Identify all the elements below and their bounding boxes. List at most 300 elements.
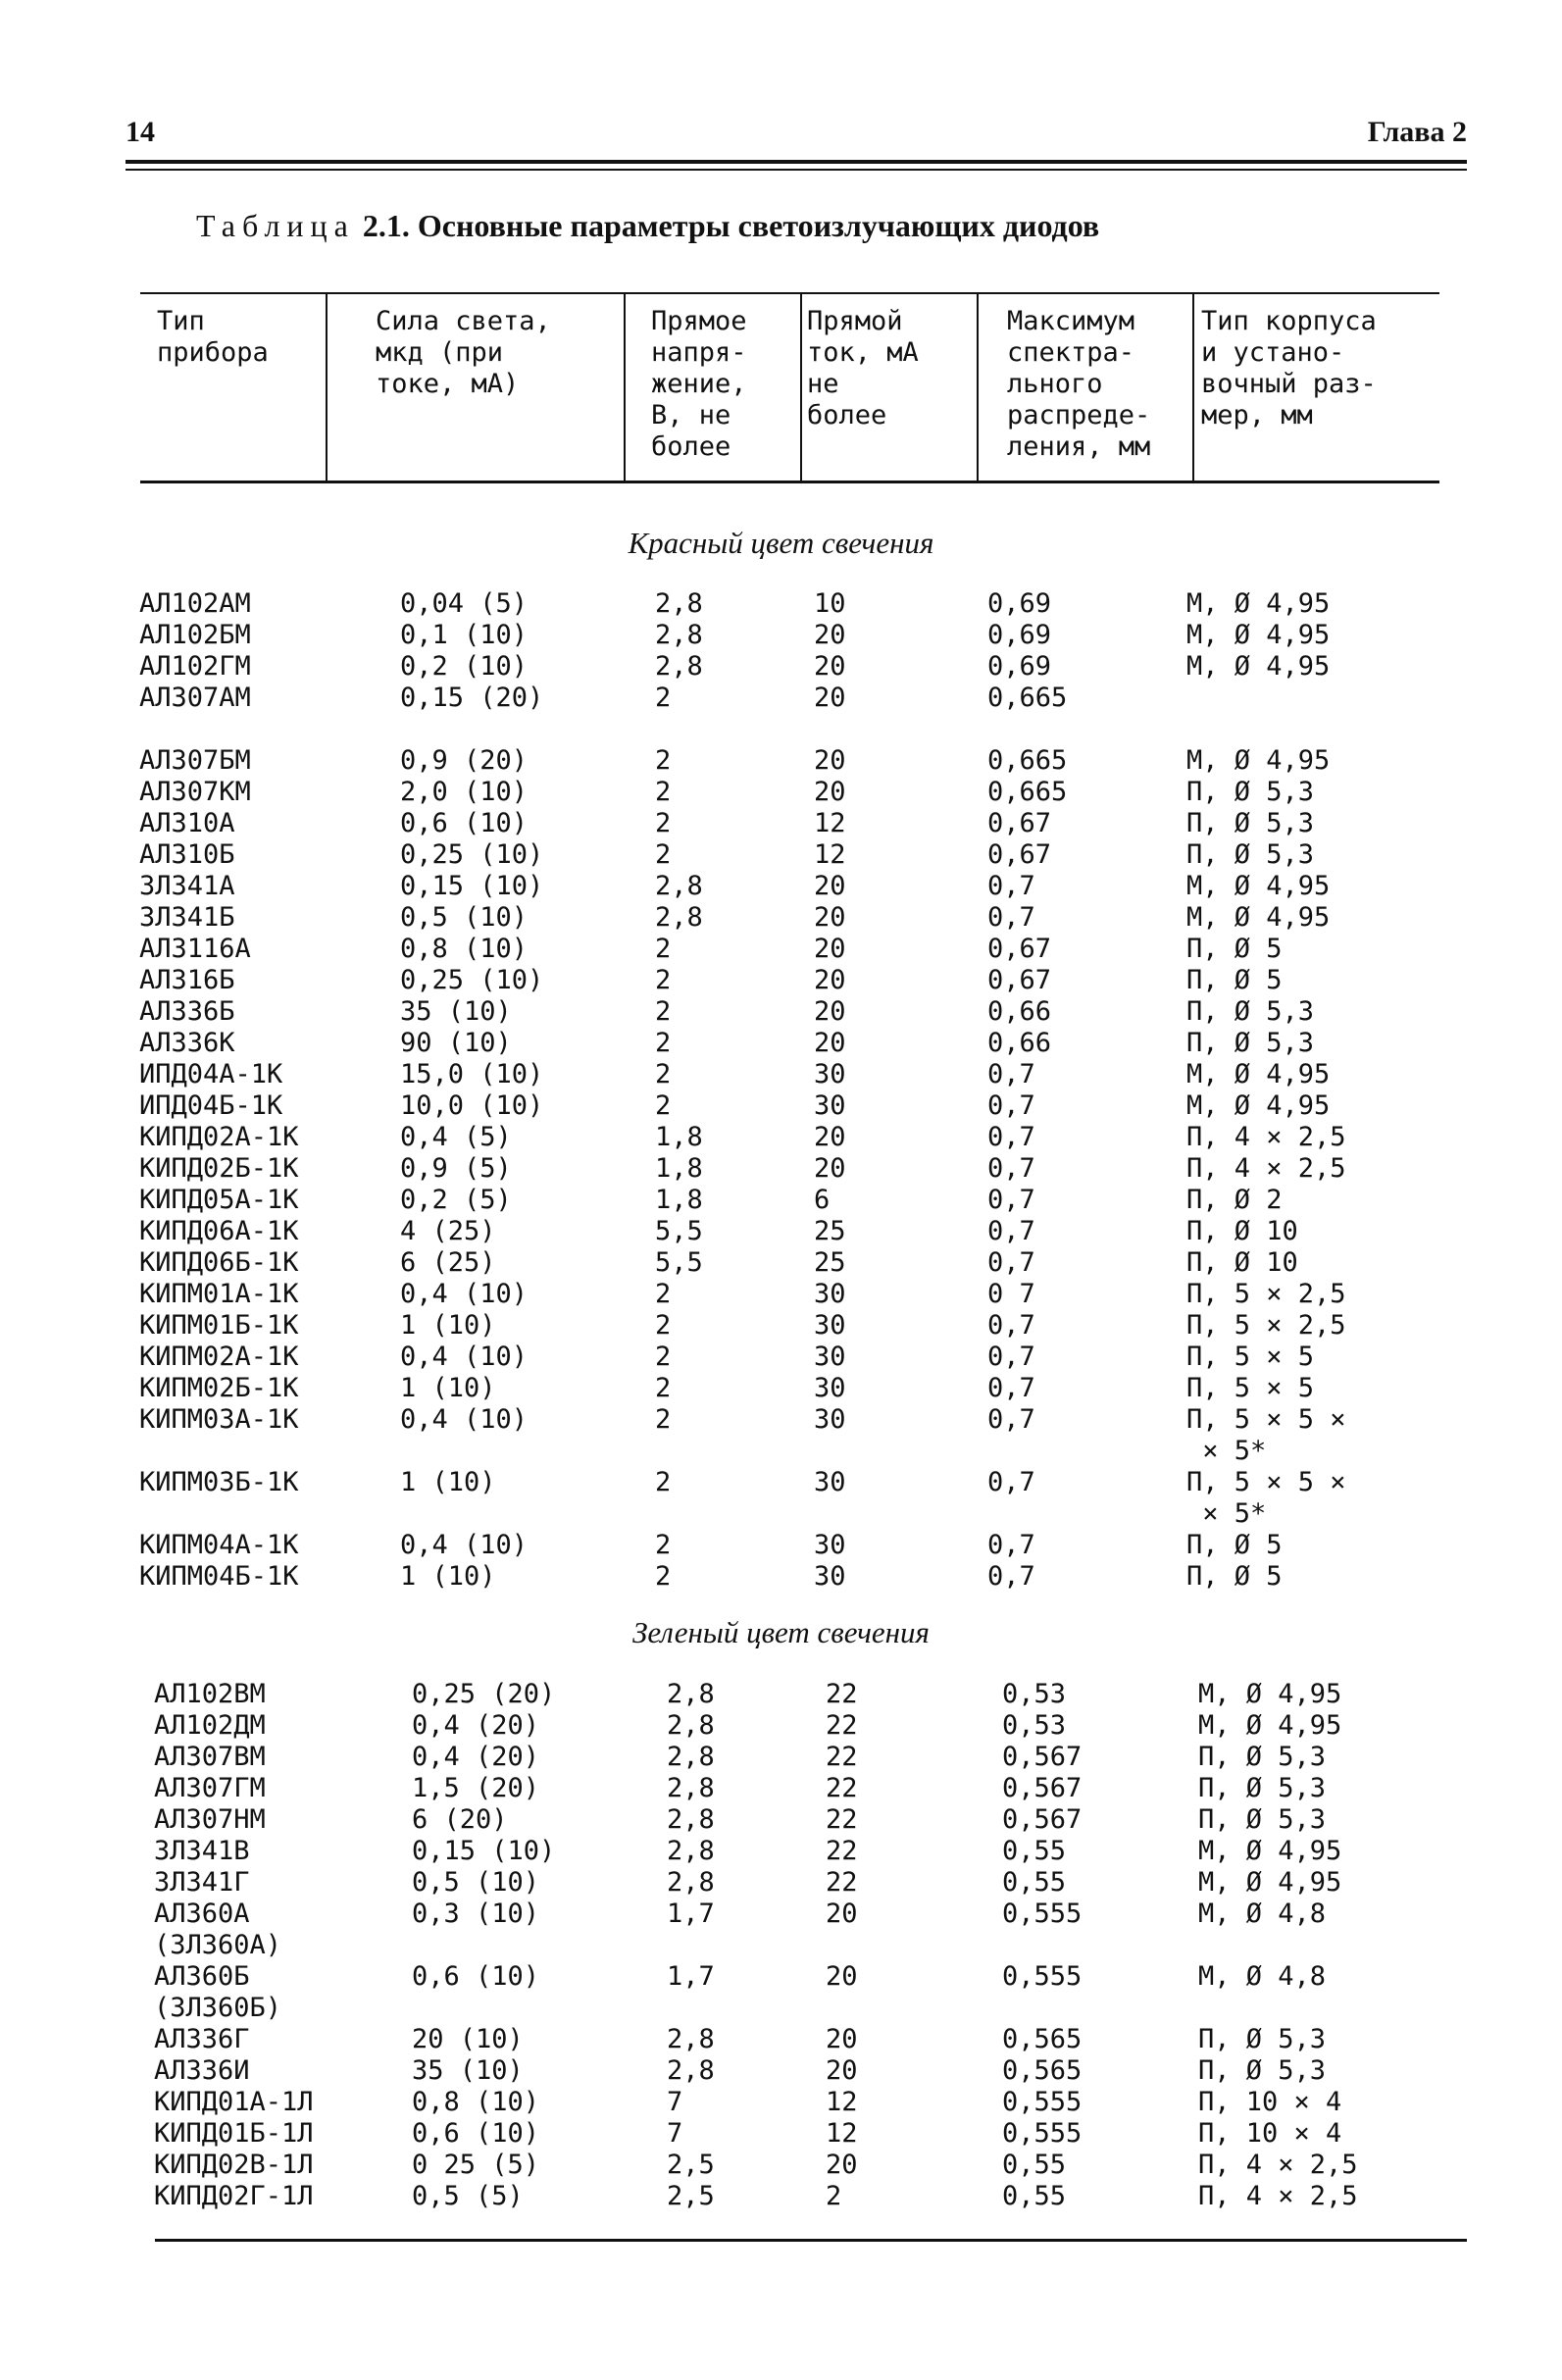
cell-luminous-intensity: 0,25 (10)	[400, 965, 544, 995]
cell-luminous-intensity: 0,15 (10)	[412, 1836, 556, 1866]
cell-forward-current: 20	[814, 1122, 846, 1152]
table-row	[0, 2150, 1562, 2181]
cell-forward-voltage: 2	[655, 1342, 672, 1372]
cell-package: М, Ø 4,95	[1186, 745, 1331, 776]
cell-luminous-intensity: 35 (10)	[400, 996, 512, 1027]
column-header-type: Тип прибора	[157, 306, 269, 368]
cell-device-type: КИПМ04А-1К	[139, 1530, 299, 1560]
cell-forward-current: 20	[826, 1961, 858, 1992]
caption-title: Основные параметры светоизлучающих диодов	[409, 208, 1100, 243]
cell-package: П, Ø 5,3	[1186, 839, 1315, 870]
cell-device-type: ИПД04Б-1К	[139, 1090, 283, 1121]
cell-luminous-intensity: 0,6 (10)	[412, 1961, 540, 1992]
cell-device-type: КИПД02В-1Л	[154, 2150, 314, 2180]
cell-forward-voltage: 2	[655, 1530, 672, 1560]
table-row	[0, 1185, 1562, 1216]
cell-luminous-intensity: 1 (10)	[400, 1467, 496, 1497]
cell-package: П, Ø 10	[1186, 1216, 1298, 1246]
cell-forward-current: 20	[814, 620, 846, 650]
cell-device-type: АЛ336Г	[154, 2024, 250, 2054]
cell-spectral-maximum: 0,69	[987, 651, 1052, 682]
cell-package: М, Ø 4,95	[1186, 620, 1331, 650]
cell-forward-current: 25	[814, 1247, 846, 1278]
cell-forward-voltage: 2,8	[655, 588, 703, 619]
cell-forward-voltage: 2	[655, 745, 672, 776]
cell-spectral-maximum: 0,665	[987, 745, 1068, 776]
table-row	[0, 1216, 1562, 1247]
cell-luminous-intensity: 0,9 (5)	[400, 1153, 512, 1184]
cell-luminous-intensity: 1 (10)	[400, 1310, 496, 1341]
cell-spectral-maximum: 0,7	[987, 1059, 1035, 1089]
column-header-luminous-intensity: Сила света, мкд (при токе, мА)	[376, 306, 551, 399]
cell-forward-voltage: 2	[655, 1310, 672, 1341]
table-row	[0, 1530, 1562, 1561]
cell-luminous-intensity: 0,25 (10)	[400, 839, 544, 870]
chapter-title: Глава 2	[1367, 116, 1467, 148]
cell-luminous-intensity: 0,8 (10)	[400, 934, 529, 964]
cell-device-type: КИПМ03Б-1К	[139, 1467, 299, 1497]
cell-package: П, 10 × 4	[1198, 2118, 1342, 2149]
cell-package: П, 4 × 2,5	[1198, 2150, 1358, 2180]
cell-spectral-maximum: 0,7	[987, 1342, 1035, 1372]
cell-luminous-intensity: 0,15 (10)	[400, 871, 544, 901]
table-row	[0, 1961, 1562, 2023]
cell-spectral-maximum: 0,7	[987, 1561, 1035, 1592]
cell-forward-voltage: 2	[655, 1279, 672, 1309]
cell-forward-voltage: 2,8	[655, 651, 703, 682]
cell-forward-voltage: 2,8	[667, 2055, 715, 2086]
table-caption	[196, 208, 1099, 244]
cell-forward-voltage: 2	[655, 934, 672, 964]
cell-forward-voltage: 5,5	[655, 1216, 703, 1246]
cell-forward-current: 20	[826, 1899, 858, 1929]
cell-luminous-intensity: 0,15 (20)	[400, 683, 544, 713]
cell-spectral-maximum: 0,67	[987, 839, 1052, 870]
table-row	[0, 1028, 1562, 1059]
table-row	[0, 2024, 1562, 2055]
cell-package: П, Ø 2	[1186, 1185, 1283, 1215]
cell-package: М, Ø 4,95	[1186, 1059, 1331, 1089]
cell-device-type: АЛ3116А	[139, 934, 251, 964]
cell-luminous-intensity: 4 (25)	[400, 1216, 496, 1246]
column-header-package: Тип корпуса и устано- вочный раз- мер, мм	[1201, 306, 1377, 430]
cell-device-type: ЗЛ341А	[139, 871, 235, 901]
cell-device-type: КИПМ01А-1К	[139, 1279, 299, 1309]
cell-luminous-intensity: 0,2 (5)	[400, 1185, 512, 1215]
cell-package: П, Ø 5	[1186, 934, 1283, 964]
cell-device-type: КИПД02А-1К	[139, 1122, 299, 1152]
cell-spectral-maximum: 0,555	[1002, 1961, 1083, 1992]
cell-spectral-maximum: 0,665	[987, 777, 1068, 807]
cell-luminous-intensity: 0,1 (10)	[400, 620, 529, 650]
caption-lead: Таблица	[196, 208, 355, 243]
caption-number: 2.1.	[354, 208, 410, 243]
cell-luminous-intensity: 0,2 (10)	[400, 651, 529, 682]
table-row	[0, 683, 1562, 714]
header-rule	[126, 160, 1467, 164]
cell-spectral-maximum: 0,67	[987, 808, 1052, 838]
cell-forward-voltage: 2,8	[667, 1773, 715, 1803]
cell-forward-current: 20	[814, 651, 846, 682]
cell-spectral-maximum: 0,7	[987, 902, 1035, 933]
table-row	[0, 1279, 1562, 1310]
cell-spectral-maximum: 0,555	[1002, 2087, 1083, 2117]
cell-package: М, Ø 4,95	[1186, 902, 1331, 933]
cell-spectral-maximum: 0,67	[987, 934, 1052, 964]
cell-forward-current: 30	[814, 1059, 846, 1089]
cell-forward-current: 20	[814, 965, 846, 995]
cell-forward-current: 6	[814, 1185, 831, 1215]
table-row	[0, 1090, 1562, 1122]
cell-spectral-maximum: 0,567	[1002, 1804, 1083, 1835]
cell-forward-voltage: 1,7	[667, 1961, 715, 1992]
cell-package: П, Ø 5	[1186, 965, 1283, 995]
cell-device-type: АЛ336Б	[139, 996, 235, 1027]
cell-forward-voltage: 2	[655, 1404, 672, 1435]
table-row	[0, 1247, 1562, 1279]
cell-spectral-maximum: 0,7	[987, 1153, 1035, 1184]
cell-luminous-intensity: 1 (10)	[400, 1561, 496, 1592]
cell-device-type: АЛ360А (ЗЛ360А)	[154, 1899, 282, 1960]
cell-forward-current: 20	[814, 871, 846, 901]
cell-forward-voltage: 2	[655, 965, 672, 995]
cell-device-type: АЛ307КМ	[139, 777, 251, 807]
cell-spectral-maximum: 0,69	[987, 620, 1052, 650]
table-row	[0, 808, 1562, 839]
cell-forward-voltage: 2	[655, 1090, 672, 1121]
table-row	[0, 1310, 1562, 1342]
cell-package: П, 4 × 2,5	[1186, 1122, 1346, 1152]
cell-package: П, 10 × 4	[1198, 2087, 1342, 2117]
cell-device-type: АЛ310А	[139, 808, 235, 838]
cell-package: П, Ø 5,3	[1198, 2055, 1327, 2086]
cell-forward-voltage: 2	[655, 777, 672, 807]
table-row	[0, 871, 1562, 902]
cell-forward-current: 20	[814, 902, 846, 933]
cell-forward-current: 20	[826, 2150, 858, 2180]
cell-forward-voltage: 2,8	[655, 902, 703, 933]
cell-device-type: ЗЛ341В	[154, 1836, 250, 1866]
table-row	[0, 1679, 1562, 1710]
cell-spectral-maximum: 0,66	[987, 1028, 1052, 1058]
cell-package: М, Ø 4,95	[1186, 1090, 1331, 1121]
cell-device-type: КИПД01А-1Л	[154, 2087, 314, 2117]
cell-spectral-maximum: 0,565	[1002, 2055, 1083, 2086]
cell-package: М, Ø 4,95	[1186, 588, 1331, 619]
table-row	[0, 1122, 1562, 1153]
cell-device-type: АЛ307БМ	[139, 745, 251, 776]
cell-device-type: АЛ316Б	[139, 965, 235, 995]
cell-forward-voltage: 2,5	[667, 2150, 715, 2180]
cell-forward-current: 20	[814, 683, 846, 713]
cell-device-type: АЛ336К	[139, 1028, 235, 1058]
cell-forward-voltage: 7	[667, 2118, 683, 2149]
cell-package: М, Ø 4,95	[1198, 1710, 1342, 1741]
cell-forward-voltage: 2,8	[667, 1742, 715, 1772]
cell-forward-current: 20	[814, 777, 846, 807]
table-row	[0, 1836, 1562, 1867]
cell-spectral-maximum: 0,66	[987, 996, 1052, 1027]
column-divider	[624, 292, 626, 482]
cell-device-type: КИПМ04Б-1К	[139, 1561, 299, 1592]
cell-device-type: АЛ102БМ	[139, 620, 251, 650]
cell-forward-current: 20	[814, 934, 846, 964]
cell-forward-current: 20	[826, 2024, 858, 2054]
cell-spectral-maximum: 0,567	[1002, 1773, 1083, 1803]
cell-forward-voltage: 7	[667, 2087, 683, 2117]
cell-luminous-intensity: 1 (10)	[400, 1373, 496, 1403]
cell-forward-current: 10	[814, 588, 846, 619]
cell-forward-voltage: 2,8	[667, 1867, 715, 1898]
cell-forward-current: 20	[826, 2055, 858, 2086]
cell-device-type: ИПД04А-1К	[139, 1059, 283, 1089]
table-row	[0, 1561, 1562, 1593]
cell-forward-voltage: 2,8	[655, 871, 703, 901]
cell-luminous-intensity: 1,5 (20)	[412, 1773, 540, 1803]
cell-forward-current: 30	[814, 1279, 846, 1309]
cell-forward-voltage: 2	[655, 1467, 672, 1497]
cell-spectral-maximum: 0,53	[1002, 1710, 1067, 1741]
cell-package: П, Ø 5,3	[1198, 1742, 1327, 1772]
table-row	[0, 745, 1562, 777]
cell-luminous-intensity: 0,5 (10)	[412, 1867, 540, 1898]
cell-forward-current: 30	[814, 1373, 846, 1403]
cell-package: П, 4 × 2,5	[1198, 2181, 1358, 2211]
cell-spectral-maximum: 0,555	[1002, 2118, 1083, 2149]
cell-forward-voltage: 2,8	[667, 1836, 715, 1866]
cell-spectral-maximum: 0,565	[1002, 2024, 1083, 2054]
page-number: 14	[126, 116, 155, 148]
cell-package: М, Ø 4,95	[1198, 1679, 1342, 1709]
cell-forward-current: 12	[814, 808, 846, 838]
table-head-top-rule	[140, 292, 1439, 294]
cell-luminous-intensity: 0,25 (20)	[412, 1679, 556, 1709]
cell-device-type: КИПД06Б-1К	[139, 1247, 299, 1278]
cell-spectral-maximum: 0,7	[987, 1216, 1035, 1246]
cell-luminous-intensity: 10,0 (10)	[400, 1090, 544, 1121]
cell-spectral-maximum: 0,665	[987, 683, 1068, 713]
cell-spectral-maximum: 0,555	[1002, 1899, 1083, 1929]
cell-device-type: АЛ307ГМ	[154, 1773, 266, 1803]
cell-forward-voltage: 2,8	[667, 1710, 715, 1741]
cell-forward-current: 22	[826, 1710, 858, 1741]
table-row	[0, 1867, 1562, 1899]
table-row	[0, 620, 1562, 651]
cell-spectral-maximum: 0,55	[1002, 2181, 1067, 2211]
cell-package: М, Ø 4,95	[1186, 871, 1331, 901]
cell-package: П, Ø 5,3	[1186, 777, 1315, 807]
cell-package: П, Ø 5	[1186, 1561, 1283, 1592]
table-row	[0, 902, 1562, 934]
cell-spectral-maximum: 0,69	[987, 588, 1052, 619]
table-row	[0, 1804, 1562, 1836]
cell-spectral-maximum: 0,7	[987, 1090, 1035, 1121]
bottom-rule	[155, 2239, 1467, 2242]
table-row	[0, 1710, 1562, 1742]
cell-package: М, Ø 4,8	[1198, 1899, 1327, 1929]
cell-forward-current: 12	[814, 839, 846, 870]
cell-device-type: ЗЛ341Б	[139, 902, 235, 933]
cell-spectral-maximum: 0,55	[1002, 1867, 1067, 1898]
cell-luminous-intensity: 6 (25)	[400, 1247, 496, 1278]
cell-package: П, Ø 5	[1186, 1530, 1283, 1560]
cell-forward-current: 20	[814, 1153, 846, 1184]
cell-forward-voltage: 2,8	[655, 620, 703, 650]
table-row	[0, 2181, 1562, 2212]
cell-forward-current: 22	[826, 1867, 858, 1898]
cell-luminous-intensity: 0,6 (10)	[412, 2118, 540, 2149]
table-row	[0, 1059, 1562, 1090]
cell-forward-current: 22	[826, 1804, 858, 1835]
cell-forward-current: 22	[826, 1742, 858, 1772]
table-row	[0, 1899, 1562, 1960]
table-row	[0, 1404, 1562, 1466]
cell-luminous-intensity: 0,5 (10)	[400, 902, 529, 933]
cell-spectral-maximum: 0,7	[987, 1185, 1035, 1215]
cell-forward-voltage: 1,8	[655, 1153, 703, 1184]
cell-device-type: КИПМ03А-1К	[139, 1404, 299, 1435]
cell-luminous-intensity: 90 (10)	[400, 1028, 512, 1058]
cell-forward-voltage: 2	[655, 1028, 672, 1058]
cell-forward-voltage: 2,8	[667, 1679, 715, 1709]
table-row	[0, 1742, 1562, 1773]
table-row	[0, 1773, 1562, 1804]
cell-spectral-maximum: 0,7	[987, 1404, 1035, 1435]
cell-spectral-maximum: 0,67	[987, 965, 1052, 995]
cell-forward-voltage: 1,7	[667, 1899, 715, 1929]
cell-forward-current: 30	[814, 1342, 846, 1372]
cell-package: П, 5 × 5 × × 5*	[1186, 1404, 1346, 1466]
cell-forward-current: 30	[814, 1561, 846, 1592]
cell-forward-voltage: 2	[655, 1373, 672, 1403]
cell-forward-current: 2	[826, 2181, 842, 2211]
column-divider	[800, 292, 802, 482]
cell-device-type: КИПД05А-1К	[139, 1185, 299, 1215]
cell-device-type: КИПМ02Б-1К	[139, 1373, 299, 1403]
section-title: Красный цвет свечения	[628, 526, 934, 560]
cell-spectral-maximum: 0,7	[987, 1310, 1035, 1341]
cell-device-type: АЛ102ВМ	[154, 1679, 266, 1709]
cell-package: П, Ø 5,3	[1198, 1773, 1327, 1803]
cell-forward-voltage: 1,8	[655, 1122, 703, 1152]
cell-forward-current: 22	[826, 1773, 858, 1803]
cell-spectral-maximum: 0 7	[987, 1279, 1035, 1309]
cell-device-type: КИПД06А-1К	[139, 1216, 299, 1246]
cell-package: П, Ø 5,3	[1186, 1028, 1315, 1058]
table-row	[0, 2118, 1562, 2150]
cell-forward-voltage: 5,5	[655, 1247, 703, 1278]
table-row	[0, 839, 1562, 871]
cell-spectral-maximum: 0,55	[1002, 2150, 1067, 2180]
cell-forward-current: 22	[826, 1679, 858, 1709]
cell-luminous-intensity: 0,9 (20)	[400, 745, 529, 776]
cell-luminous-intensity: 0,4 (10)	[400, 1342, 529, 1372]
cell-forward-voltage: 2,5	[667, 2181, 715, 2211]
header-rule-thin	[126, 169, 1467, 171]
cell-luminous-intensity: 35 (10)	[412, 2055, 524, 2086]
cell-luminous-intensity: 0,4 (10)	[400, 1530, 529, 1560]
table-row	[0, 934, 1562, 965]
cell-spectral-maximum: 0,7	[987, 1373, 1035, 1403]
table-row	[0, 777, 1562, 808]
cell-device-type: КИПМ01Б-1К	[139, 1310, 299, 1341]
cell-device-type: АЛ102АМ	[139, 588, 251, 619]
cell-device-type: АЛ102ДМ	[154, 1710, 266, 1741]
cell-package: П, Ø 10	[1186, 1247, 1298, 1278]
cell-luminous-intensity: 0,4 (20)	[412, 1710, 540, 1741]
cell-forward-current: 30	[814, 1404, 846, 1435]
table-row	[0, 651, 1562, 683]
cell-spectral-maximum: 0,7	[987, 1122, 1035, 1152]
cell-spectral-maximum: 0,7	[987, 871, 1035, 901]
cell-luminous-intensity: 0,8 (10)	[412, 2087, 540, 2117]
cell-forward-voltage: 2,8	[667, 2024, 715, 2054]
cell-luminous-intensity: 0 25 (5)	[412, 2150, 540, 2180]
cell-forward-current: 22	[826, 1836, 858, 1866]
cell-device-type: КИПД02Б-1К	[139, 1153, 299, 1184]
cell-package: М, Ø 4,95	[1186, 651, 1331, 682]
cell-device-type: АЛ360Б (ЗЛ360Б)	[154, 1961, 282, 2023]
cell-device-type: АЛ307АМ	[139, 683, 251, 713]
cell-forward-current: 12	[826, 2118, 858, 2149]
table-row	[0, 1153, 1562, 1185]
cell-luminous-intensity: 0,5 (5)	[412, 2181, 524, 2211]
cell-forward-current: 20	[814, 996, 846, 1027]
cell-package: П, 5 × 2,5	[1186, 1279, 1346, 1309]
column-divider	[1192, 292, 1194, 482]
cell-spectral-maximum: 0,567	[1002, 1742, 1083, 1772]
cell-forward-voltage: 2	[655, 839, 672, 870]
cell-luminous-intensity: 15,0 (10)	[400, 1059, 544, 1089]
table-row	[0, 588, 1562, 620]
cell-forward-voltage: 2	[655, 1561, 672, 1592]
cell-package: П, Ø 5,3	[1186, 996, 1315, 1027]
cell-forward-current: 20	[814, 745, 846, 776]
cell-package: П, Ø 5,3	[1186, 808, 1315, 838]
cell-package: П, 4 × 2,5	[1186, 1153, 1346, 1184]
column-divider	[977, 292, 979, 482]
cell-package: П, Ø 5,3	[1198, 1804, 1327, 1835]
cell-spectral-maximum: 0,7	[987, 1530, 1035, 1560]
cell-device-type: АЛ307ВМ	[154, 1742, 266, 1772]
table-row	[0, 1342, 1562, 1373]
cell-spectral-maximum: 0,7	[987, 1247, 1035, 1278]
table-row	[0, 965, 1562, 996]
cell-forward-voltage: 2,8	[667, 1804, 715, 1835]
cell-package: П, 5 × 5	[1186, 1373, 1315, 1403]
cell-package: М, Ø 4,95	[1198, 1867, 1342, 1898]
cell-forward-current: 12	[826, 2087, 858, 2117]
cell-forward-current: 25	[814, 1216, 846, 1246]
cell-forward-voltage: 2	[655, 996, 672, 1027]
cell-forward-current: 20	[814, 1028, 846, 1058]
cell-forward-voltage: 2	[655, 683, 672, 713]
cell-device-type: АЛ307НМ	[154, 1804, 266, 1835]
cell-package: П, 5 × 2,5	[1186, 1310, 1346, 1341]
cell-luminous-intensity: 0,4 (10)	[400, 1404, 529, 1435]
cell-luminous-intensity: 6 (20)	[412, 1804, 508, 1835]
cell-spectral-maximum: 0,55	[1002, 1836, 1067, 1866]
cell-forward-voltage: 1,8	[655, 1185, 703, 1215]
cell-forward-current: 30	[814, 1467, 846, 1497]
column-divider	[326, 292, 328, 482]
cell-device-type: АЛ102ГМ	[139, 651, 251, 682]
table-row	[0, 1373, 1562, 1404]
column-header-spectral-maximum: Максимум спектра- льного распреде- ления, мм	[1007, 306, 1151, 462]
cell-luminous-intensity: 0,3 (10)	[412, 1899, 540, 1929]
cell-forward-current: 30	[814, 1310, 846, 1341]
cell-luminous-intensity: 0,4 (10)	[400, 1279, 529, 1309]
